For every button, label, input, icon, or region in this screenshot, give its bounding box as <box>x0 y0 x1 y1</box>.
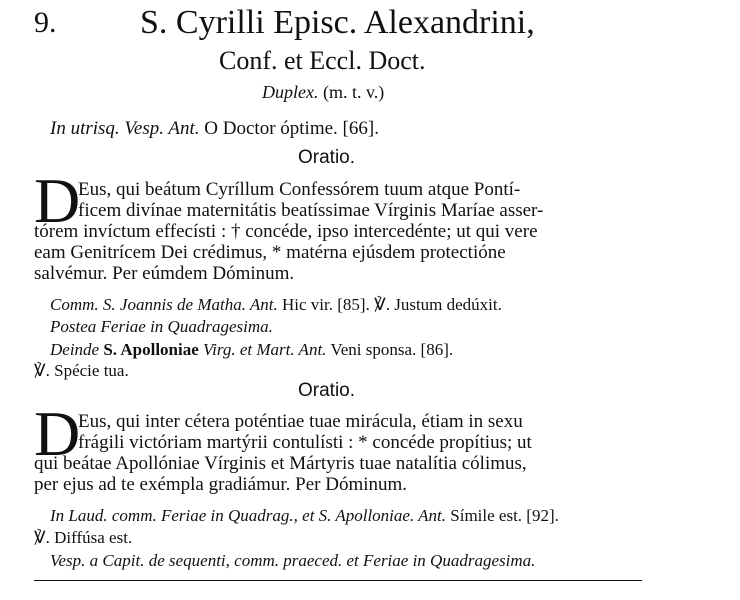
comm-rubric: Comm. S. Joannis de Matha. Ant. <box>50 295 278 314</box>
feast-title: S. Cyrilli Episc. Alexandrini, <box>140 4 535 41</box>
oratio1-line: salvémur. Per eúmdem Dóminum. <box>34 263 295 284</box>
feast-number: 9. <box>34 6 57 39</box>
deinde-text: Veni sponsa. [86]. <box>326 340 454 359</box>
versicle-diffusa: ℣. Diffúsa est. <box>34 528 133 547</box>
commemoration-line <box>50 294 502 316</box>
drop-cap-2: D <box>34 398 81 469</box>
saint-name: S. Apolloniae <box>99 340 204 359</box>
oratio1-line: ficem divínae maternitátis beatíssimae Vírginis Maríae asser- <box>78 200 544 221</box>
feast-rank <box>262 82 384 103</box>
rank-italic: Duplex. <box>262 82 319 102</box>
deinde-line <box>50 339 453 361</box>
lauds-text: Símile est. [92]. <box>446 506 559 525</box>
deinde-rubric: Virg. et Mart. Ant. <box>203 340 327 359</box>
vespers-rubric: Vesp. a Capit. de sequenti, comm. praeced. et Feriae in Quadragesima. <box>50 551 536 570</box>
antiphon-rubric: In utrisq. Vesp. Ant. <box>50 118 200 139</box>
drop-cap-1: D <box>34 165 81 236</box>
oratio1-line: eam Genitrícem Dei crédimus, * matérna ejúsdem protectióne <box>34 242 506 263</box>
bottom-rule <box>34 580 642 581</box>
oratio2-line: qui beátae Apollóniae Vírginis et Mártyris tuae natalítia cólimus, <box>34 453 527 474</box>
rank-rest: (m. t. v.) <box>318 82 385 102</box>
oratio-heading-1: Oratio. <box>298 147 356 168</box>
lauds-rubric: In Laud. comm. Feriae in Quadrag., et S. Apolloniae. Ant. <box>50 506 447 525</box>
lauds-line <box>50 505 559 527</box>
feast-subtitle: Conf. et Eccl. Doct. <box>219 46 426 75</box>
comm-text: Hic vir. [85]. ℣. Justum dedúxit. <box>277 295 502 314</box>
antiphon-text: O Doctor óptime. [66]. <box>199 118 379 139</box>
oratio2-line: per ejus ad te exémpla gradiámur. Per Dóminum. <box>34 474 408 495</box>
versicle-line: ℣. Spécie tua. <box>34 361 129 380</box>
postea-rubric: Postea Feriae in Quadragesima. <box>50 317 273 336</box>
deinde-word: Deinde <box>50 340 100 359</box>
oratio2-line: Eus, qui inter cétera poténtiae tuae mirácula, étiam in sexu <box>78 411 523 432</box>
oratio1-line: tórem invíctum effecísti : † concéde, ipso intercedénte; ut qui vere <box>34 221 538 242</box>
vespers-antiphon <box>50 118 379 140</box>
oratio2-line: frágili victóriam martýrii contulísti : * concéde propítius; ut <box>78 432 532 453</box>
oratio1-line: Eus, qui beátum Cyríllum Confessórem tuum atque Pontí- <box>78 179 521 200</box>
oratio-heading-2: Oratio. <box>298 380 356 401</box>
